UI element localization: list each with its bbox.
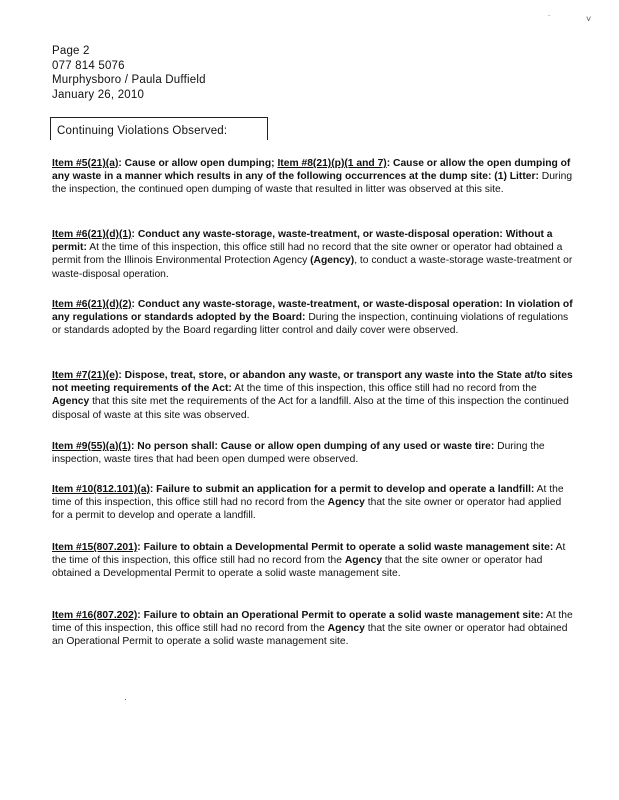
- violation-reference: Item #9(55)(a)(1): [52, 441, 131, 452]
- violation-heading: : Conduct any waste-storage, waste-treatment, or waste-disposal operation: In violation of any regulations or standards adopted by the Board:: [52, 299, 573, 324]
- violation-item: [52, 228, 574, 281]
- violation-description: , to conduct a waste-storage waste-treatment or waste-disposal operation.: [52, 255, 573, 280]
- violation-reference: Item #7(21)(e): [52, 370, 119, 381]
- agency-term: (Agency): [310, 255, 355, 267]
- scan-speck-mark: ˙: [548, 14, 551, 24]
- scan-speck-mark: ·: [124, 694, 127, 704]
- violation-description: At the time of this inspection, this office still had no record from the: [231, 383, 537, 395]
- report-date: January 26, 2010: [52, 88, 145, 101]
- violation-reference: Item #6(21)(d)(2): [52, 299, 132, 310]
- violation-item: [52, 609, 574, 649]
- violation-reference: Item #5(21)(a): [52, 158, 119, 169]
- violation-reference: Item #10(812.101)(a): [52, 484, 150, 495]
- violation-description: At the time of this inspection, this office still had no record from the: [52, 484, 564, 509]
- violation-heading: : Failure to obtain a Developmental Permit to operate a solid waste management site:: [137, 542, 554, 553]
- violation-heading: : Conduct any waste-storage, waste-treatment, or waste-disposal operation: Without a permit:: [52, 229, 553, 254]
- violation-description: During the inspection, waste tires that had been open dumped were observed.: [52, 441, 545, 466]
- violation-heading: : Dispose, treat, store, or abandon any waste, or transport any waste into the State at/to sites not meeting requirements of the Act:: [52, 370, 573, 395]
- violation-description: that the site owner or operator had applied for a permit to develop and operate a landfill.: [52, 497, 562, 522]
- page-number: Page 2: [52, 45, 90, 57]
- violation-heading: : Failure to obtain an Operational Permit to operate a solid waste management site:: [137, 610, 544, 621]
- violation-item: [52, 541, 574, 581]
- violation-heading: : No person shall: Cause or allow open dumping of any used or waste tire:: [130, 441, 495, 452]
- violation-heading: : Cause or allow the open dumping of any waste in a manner which results in any of the following occurrences at the dump site: (1) Litter:: [52, 158, 571, 183]
- violation-description: During the inspection, the continued open dumping of waste that resulted in litter was observed at this site.: [52, 171, 573, 196]
- violation-item: [52, 298, 574, 338]
- violation-item: [52, 369, 574, 422]
- violation-description: that this site met the requirements of the Act for a landfill. Also at the time of this inspection the continued disposal of waste at this site was observed.: [52, 396, 569, 421]
- scan-speck-mark: ˅: [586, 14, 592, 24]
- site-id: 077 814 5076: [52, 59, 125, 72]
- violation-description: At the time of this inspection, this office still had no record that the site owner or operator had obtained a permit from the Illinois Environmental Protection Agency: [52, 242, 563, 267]
- violation-heading: : Cause or allow open dumping;: [118, 158, 278, 169]
- violation-item: [52, 440, 574, 466]
- violation-reference: Item #15(807.201): [52, 542, 138, 553]
- violation-description: At the time of this inspection, this office still had no record from the: [52, 542, 566, 567]
- agency-term: Agency: [327, 623, 365, 635]
- violation-description: that the site owner or operator had obtained an Operational Permit to operate a solid waste management site.: [52, 623, 568, 648]
- violation-reference: Item #16(807.202): [52, 610, 138, 621]
- violation-reference: Item #6(21)(d)(1): [52, 229, 132, 240]
- agency-term: Agency: [52, 396, 90, 408]
- violation-item: [52, 157, 574, 197]
- agency-term: Agency: [344, 555, 383, 567]
- violation-heading: : Failure to submit an application for a permit to develop and operate a landfill:: [149, 484, 535, 495]
- section-title: Continuing Violations Observed:: [57, 125, 228, 137]
- violation-reference: Item #8(21)(p)(1 and 7): [277, 158, 387, 169]
- violation-description: At the time of this inspection, this office still had no record from the: [52, 610, 573, 635]
- agency-term: Agency: [327, 497, 365, 509]
- site-name: Murphysboro / Paula Duffield: [52, 74, 206, 86]
- violation-description: that the site owner or operator had obtained a Developmental Permit to operate a solid waste management site.: [52, 555, 543, 580]
- violation-item: [52, 483, 574, 523]
- violation-description: During the inspection, continuing violations of regulations or standards adopted by the Board regarding litter control and daily cover were observed.: [52, 312, 569, 337]
- page-header: [52, 44, 206, 102]
